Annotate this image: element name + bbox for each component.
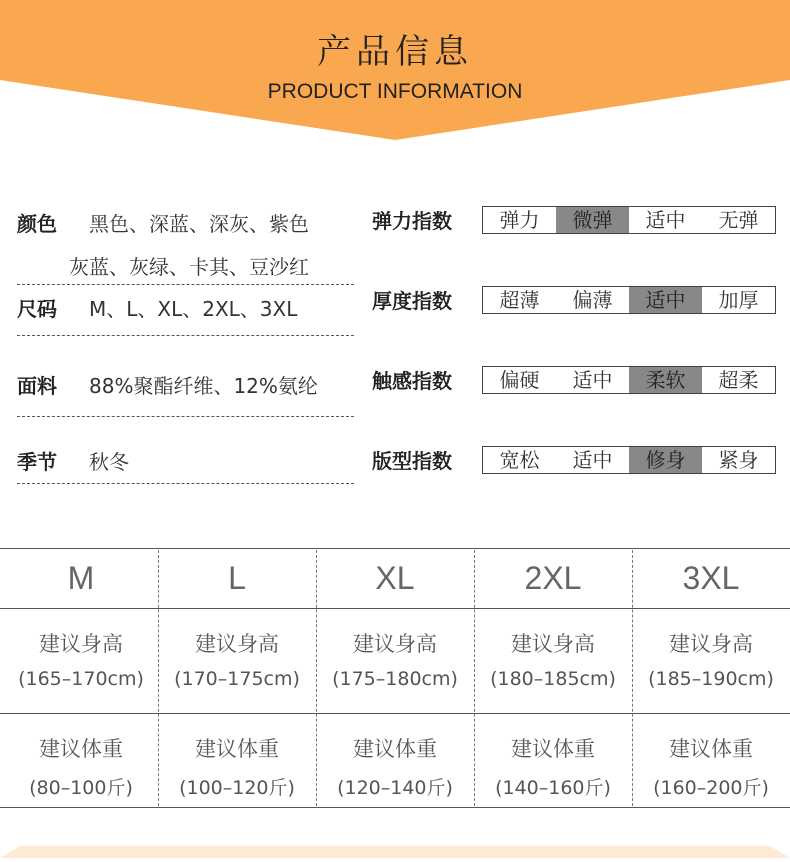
height-label: 建议身高 bbox=[353, 632, 437, 656]
weight-range: (100–120斤) bbox=[179, 777, 295, 799]
page-title: 产品信息 bbox=[317, 32, 473, 72]
index-option: 修身 bbox=[629, 447, 702, 473]
divider bbox=[17, 483, 354, 484]
attr-value-line2: 灰蓝、灰绿、卡其、豆沙红 bbox=[69, 255, 309, 279]
height-range: (175–180cm) bbox=[332, 668, 458, 690]
index-option: 微弹 bbox=[556, 207, 629, 233]
table-border-top bbox=[0, 548, 790, 549]
index-option: 宽松 bbox=[499, 448, 540, 472]
index-label: 弹力指数 bbox=[372, 209, 452, 233]
bottom-accent-shape bbox=[0, 842, 790, 858]
table-border-bottom bbox=[0, 807, 790, 808]
size-header: 2XL bbox=[524, 560, 582, 596]
weight-label: 建议体重 bbox=[669, 737, 753, 761]
index-option: 偏薄 bbox=[572, 288, 613, 312]
size-header: M bbox=[67, 560, 95, 596]
index-option: 柔软 bbox=[629, 367, 702, 393]
index-option: 弹力 bbox=[499, 208, 540, 232]
attr-label: 面料 bbox=[17, 374, 57, 398]
index-label: 触感指数 bbox=[372, 369, 452, 393]
weight-label: 建议体重 bbox=[39, 737, 123, 761]
index-thickness bbox=[372, 286, 782, 316]
weight-range: (120–140斤) bbox=[337, 777, 453, 799]
height-label: 建议身高 bbox=[669, 632, 753, 656]
index-scale bbox=[482, 366, 776, 394]
index-touch bbox=[372, 366, 782, 396]
index-fit bbox=[372, 446, 782, 476]
index-scale bbox=[482, 206, 776, 234]
index-option: 偏硬 bbox=[499, 368, 540, 392]
index-option: 适中 bbox=[645, 208, 686, 232]
index-option: 适中 bbox=[629, 287, 702, 313]
weight-label: 建议体重 bbox=[353, 737, 437, 761]
height-label: 建议身高 bbox=[511, 632, 595, 656]
attr-value: 黑色、深蓝、深灰、紫色 bbox=[89, 212, 309, 236]
index-label: 版型指数 bbox=[372, 449, 452, 473]
attr-label: 尺码 bbox=[17, 297, 57, 321]
weight-label: 建议体重 bbox=[511, 737, 595, 761]
height-range: (180–185cm) bbox=[490, 668, 616, 690]
attr-value: M、L、XL、2XL、3XL bbox=[89, 297, 298, 321]
index-elasticity bbox=[372, 206, 782, 236]
index-option: 加厚 bbox=[718, 288, 759, 312]
index-scale bbox=[482, 446, 776, 474]
height-range: (170–175cm) bbox=[174, 668, 300, 690]
index-option: 无弹 bbox=[718, 208, 759, 232]
divider bbox=[17, 284, 354, 285]
weight-range: (160–200斤) bbox=[653, 777, 769, 799]
size-header: L bbox=[228, 560, 246, 596]
height-label: 建议身高 bbox=[39, 632, 123, 656]
index-label: 厚度指数 bbox=[372, 289, 452, 313]
size-table bbox=[0, 548, 790, 808]
height-label: 建议身高 bbox=[195, 632, 279, 656]
index-option: 适中 bbox=[572, 448, 613, 472]
index-option: 紧身 bbox=[718, 448, 759, 472]
page-subtitle: PRODUCT INFORMATION bbox=[267, 80, 523, 103]
table-row-divider bbox=[0, 713, 790, 714]
attr-label: 季节 bbox=[17, 450, 57, 474]
size-header: 3XL bbox=[682, 560, 740, 596]
divider bbox=[17, 416, 354, 417]
index-option: 超柔 bbox=[718, 368, 759, 392]
index-option: 适中 bbox=[572, 368, 613, 392]
height-range: (185–190cm) bbox=[648, 668, 774, 690]
attr-value: 秋冬 bbox=[89, 450, 129, 474]
weight-range: (140–160斤) bbox=[495, 777, 611, 799]
index-option: 超薄 bbox=[499, 288, 540, 312]
height-range: (165–170cm) bbox=[18, 668, 144, 690]
header-banner bbox=[0, 0, 790, 145]
index-scale bbox=[482, 286, 776, 314]
attr-label: 颜色 bbox=[17, 212, 57, 236]
weight-range: (80–100斤) bbox=[29, 777, 133, 799]
attr-value: 88%聚酯纤维、12%氨纶 bbox=[89, 374, 318, 398]
weight-label: 建议体重 bbox=[195, 737, 279, 761]
table-row-divider bbox=[0, 608, 790, 609]
size-header: XL bbox=[375, 560, 415, 596]
bottom-accent-bar bbox=[0, 842, 790, 858]
divider bbox=[17, 335, 354, 336]
